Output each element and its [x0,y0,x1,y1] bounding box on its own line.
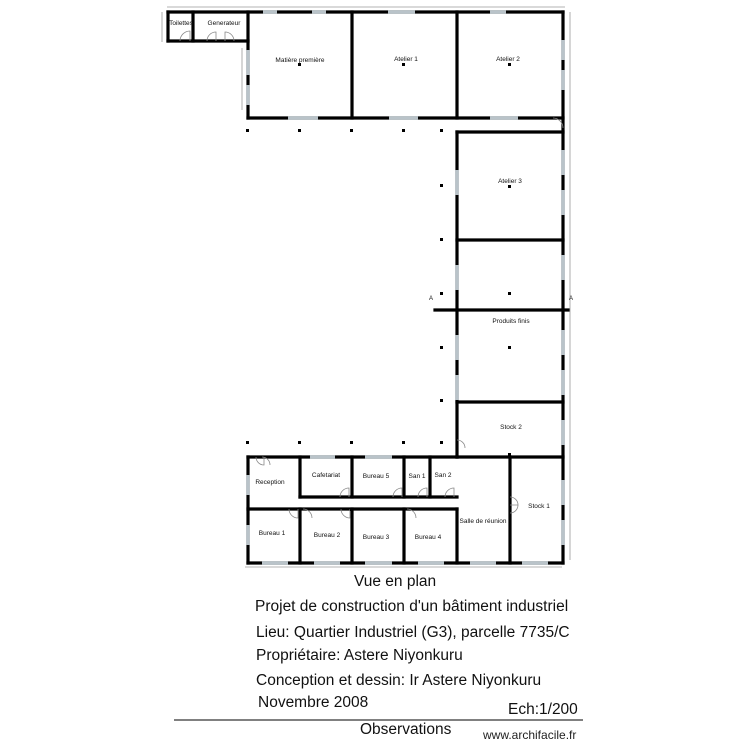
room-label-salle-de-reunion: Salle de réunion [459,518,507,525]
section-mark-right: A [568,296,574,302]
room-label-produits-finis: Produits finis [492,318,530,325]
title-design: Conception et dessin: Ir Astere Niyonkuru [256,672,542,689]
title-date: Novembre 2008 [258,694,369,711]
room-label-reception: Reception [255,479,285,486]
room-labels [169,20,550,541]
top-block-walls [168,12,563,563]
room-label-atelier-1: Atelier 1 [394,56,418,63]
title-view-name: Vue en plan [354,573,437,590]
room-label-generateur: Generateur [207,20,241,27]
room-label-san-2: San 2 [434,472,452,479]
structural-pillars [246,63,511,511]
room-label-bureau-1: Bureau 1 [258,530,286,537]
room-label-atelier-2: Atelier 2 [496,56,520,63]
title-scale: Ech:1/200 [508,701,578,718]
room-label-atelier-3: Atelier 3 [498,178,522,185]
room-label-san-1: San 1 [408,473,426,480]
title-project: Projet de construction d'un bâtiment industriel [255,598,569,615]
room-label-matiere-premiere: Matière première [275,57,325,64]
title-owner: Propriétaire: Astere Niyonkuru [256,647,463,664]
section-marks [429,296,573,302]
room-label-toilettes: Toilettes [169,20,193,27]
room-label-bureau-4: Bureau 4 [414,534,442,541]
title-location: Lieu: Quartier Industriel (G3), parcelle 7735/C [256,624,570,641]
section-mark-left: A [428,296,434,302]
watermark: www.archifacile.fr [483,728,577,742]
door-swings [180,31,563,518]
room-label-bureau-2: Bureau 2 [313,532,341,539]
room-label-stock-2: Stock 2 [500,424,522,431]
room-label-bureau-5: Bureau 5 [362,473,390,480]
room-label-cafetariat: Cafetariat [311,472,341,479]
title-observations: Observations [360,721,452,738]
room-label-bureau-3: Bureau 3 [362,534,390,541]
room-label-stock-1: Stock 1 [528,503,550,510]
